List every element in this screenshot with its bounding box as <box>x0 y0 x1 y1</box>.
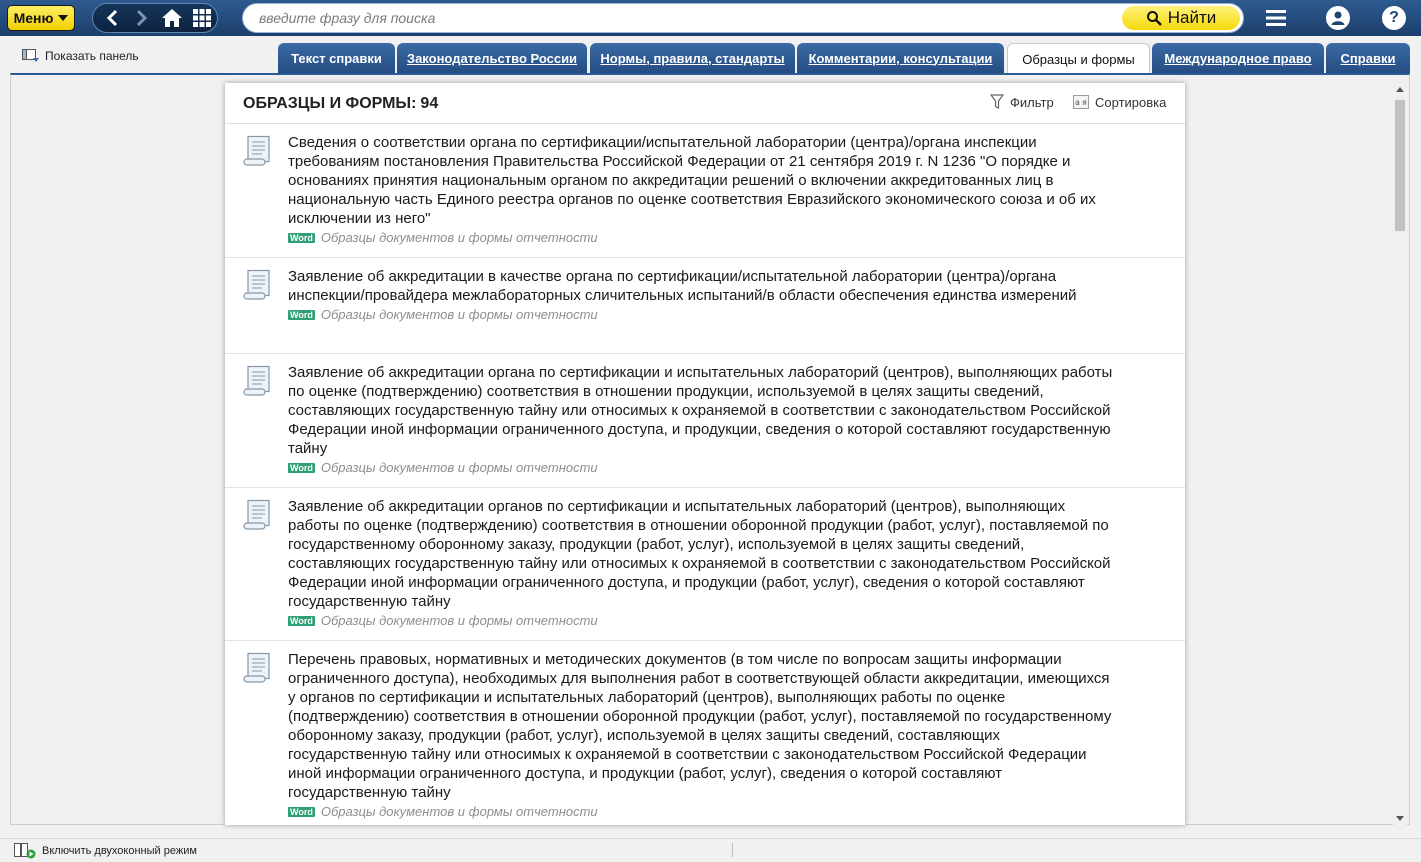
list-item <box>225 124 1185 258</box>
vertical-scrollbar[interactable] <box>1393 83 1407 825</box>
show-panel-toggle[interactable] <box>22 47 139 65</box>
list-title-text: ОБРАЗЦЫ И ФОРМЫ: <box>243 95 417 112</box>
tab-russian-legislation[interactable]: Законодательство России <box>397 43 587 73</box>
tab-comments-consultations[interactable]: Комментарии, консультации <box>797 43 1004 73</box>
word-badge: Word <box>290 806 313 817</box>
document-scroll-icon <box>242 499 272 531</box>
chevron-left-icon <box>105 9 119 27</box>
list-item <box>225 258 1185 354</box>
scroll-up-arrow-icon[interactable] <box>1396 87 1404 92</box>
scrollbar-thumb[interactable] <box>1395 100 1405 231</box>
document-scroll-icon <box>242 365 272 397</box>
item-meta <box>288 802 1185 821</box>
menu-button-label: Меню <box>13 10 54 26</box>
find-button[interactable] <box>1122 6 1240 30</box>
word-badge: Word <box>290 309 313 320</box>
item-category: Образцы документов и формы отчетности <box>320 230 598 245</box>
tab-norms-standards[interactable]: Нормы, правила, стандарты <box>590 43 795 73</box>
find-button-label: Найти <box>1167 8 1217 27</box>
forward-button[interactable] <box>131 7 153 29</box>
filter-button[interactable] <box>990 93 1054 111</box>
document-link[interactable]: Заявление об аккредитации органа по сертификации и испытательных лабораторий (центров), выполняющих работы по оценке (подтверждению) соответствия в отношении продукции, используемой в целях защиты сведений, составляющих государственную тайну или относимых к охраняемой в соответствии с законодательством Российской Федерации иной информации ограниченного доступа, и продукции, сведения о которой составляют государственную тайну <box>288 364 1113 457</box>
menu-button[interactable] <box>7 5 75 31</box>
tab-samples-forms[interactable]: Образцы и формы <box>1007 43 1150 74</box>
item-meta <box>288 611 1185 630</box>
tab-references[interactable]: Справки <box>1326 43 1410 73</box>
item-category: Образцы документов и формы отчетности <box>320 460 598 475</box>
document-link[interactable]: Сведения о соответствии органа по сертификации/испытательной лаборатории (центра)/органа инспекции требованиям постановления Правительства Российской Федерации от 21 сентября 2019 г. N 1236 "О порядке и основаниях принятия национальным органом по аккредитации решений о включении аккредитованных лиц в национальную часть Единого реестра органов по оценке соответствия Евразийского экономического союза и об их исключении из него" <box>288 134 1096 227</box>
item-category: Образцы документов и формы отчетности <box>320 307 598 322</box>
status-bar <box>0 838 1421 862</box>
dual-window-toggle[interactable] <box>14 843 197 859</box>
document-link[interactable]: Заявление об аккредитации в качестве органа по сертификации/испытательной лаборатории (центра)/органа инспекции/провайдера межлабораторных сличительных испытаний/в области обеспечения единства измерений <box>288 268 1077 304</box>
document-link[interactable]: Заявление об аккредитации органов по сертификации и испытательных лабораторий (центров), выполняющих работы по оценке (подтверждению) соответствия в отношении оборонной продукции (работ, услуг), поставляемой по государственному оборонному заказу, продукции (работ, услуг), используемой в целях защиты сведений, составляющих государственную тайну или относимых к охраняемой в соответствии с законодательством Российской Федерации иной информации ограниченного доступа, и продукции (работ, услуг), сведения о которой составляют государственную тайну <box>288 498 1111 610</box>
item-meta <box>288 305 1185 324</box>
chevron-right-icon <box>135 9 149 27</box>
svg-text:a: a <box>1075 98 1080 107</box>
magnifier-icon <box>1146 10 1162 26</box>
item-meta <box>288 458 1185 477</box>
list-count: 94 <box>420 95 439 112</box>
svg-text:я: я <box>1082 98 1087 107</box>
list-title <box>243 95 438 113</box>
document-scroll-icon <box>242 135 272 167</box>
help-icon: ? <box>1382 6 1406 30</box>
search-input[interactable] <box>257 8 1117 28</box>
filter-label: Фильтр <box>1010 94 1054 110</box>
sort-button[interactable] <box>1073 93 1166 111</box>
list-item <box>225 354 1185 488</box>
word-badge: Word <box>290 232 313 243</box>
back-button[interactable] <box>101 7 123 29</box>
status-divider <box>732 843 733 857</box>
caret-down-icon <box>58 15 68 21</box>
document-link[interactable]: Перечень правовых, нормативных и методических документов (в том числе по вопросам защиты информации ограниченного доступа), необходимых для выполнения работ в соответствующей области аккредитации, имеющихся у органов по сертификации и испытательных лабораторий (центров), выполняющих работы по оценке (подтверждению) соответствия в отношении оборонной продукции (работ, услуг), поставляемой по государственному оборонному заказу, продукции (работ, услуг), используемой в целях защиты сведений, составляющих государственную тайну или относимых к охраняемой в соответствии с законодательством Российской Федерации иной информации ограниченного доступа, и продукции (работ, услуг), сведения о которой составляют государственную тайну <box>288 651 1112 801</box>
document-scroll-icon <box>242 269 272 301</box>
list-item <box>225 641 1185 825</box>
sort-az-icon <box>1073 95 1089 109</box>
tab-international-law[interactable]: Международное право <box>1152 43 1324 73</box>
word-badge: Word <box>290 462 313 473</box>
hamburger-icon <box>1265 9 1287 27</box>
grid-icon <box>192 8 212 28</box>
dual-window-icon <box>14 843 36 859</box>
word-badge: Word <box>290 615 313 626</box>
item-category: Образцы документов и формы отчетности <box>320 613 598 628</box>
panel-icon <box>22 49 40 63</box>
document-list-panel <box>225 83 1185 825</box>
user-icon <box>1326 6 1350 30</box>
top-toolbar <box>0 0 1421 36</box>
search-box <box>242 3 1244 33</box>
list-item <box>225 488 1185 641</box>
help-button[interactable] <box>1380 5 1408 31</box>
item-category: Образцы документов и формы отчетности <box>320 804 598 819</box>
home-button[interactable] <box>161 7 183 29</box>
dual-window-label: Включить двухоконный режим <box>42 845 197 857</box>
user-profile-button[interactable] <box>1324 5 1352 31</box>
document-scroll-icon <box>242 652 272 684</box>
list-header <box>225 83 1185 124</box>
navigation-group <box>92 3 218 33</box>
sort-label: Сортировка <box>1095 94 1167 110</box>
funnel-icon <box>990 94 1004 110</box>
hamburger-menu-button[interactable] <box>1262 5 1290 31</box>
tab-help-text[interactable]: Текст справки <box>278 43 395 73</box>
scroll-down-arrow-icon[interactable] <box>1396 816 1404 821</box>
item-meta <box>288 228 1185 247</box>
content-frame <box>10 73 1410 825</box>
apps-grid-button[interactable] <box>191 7 213 29</box>
home-icon <box>161 8 183 28</box>
show-panel-label: Показать панель <box>45 49 139 63</box>
